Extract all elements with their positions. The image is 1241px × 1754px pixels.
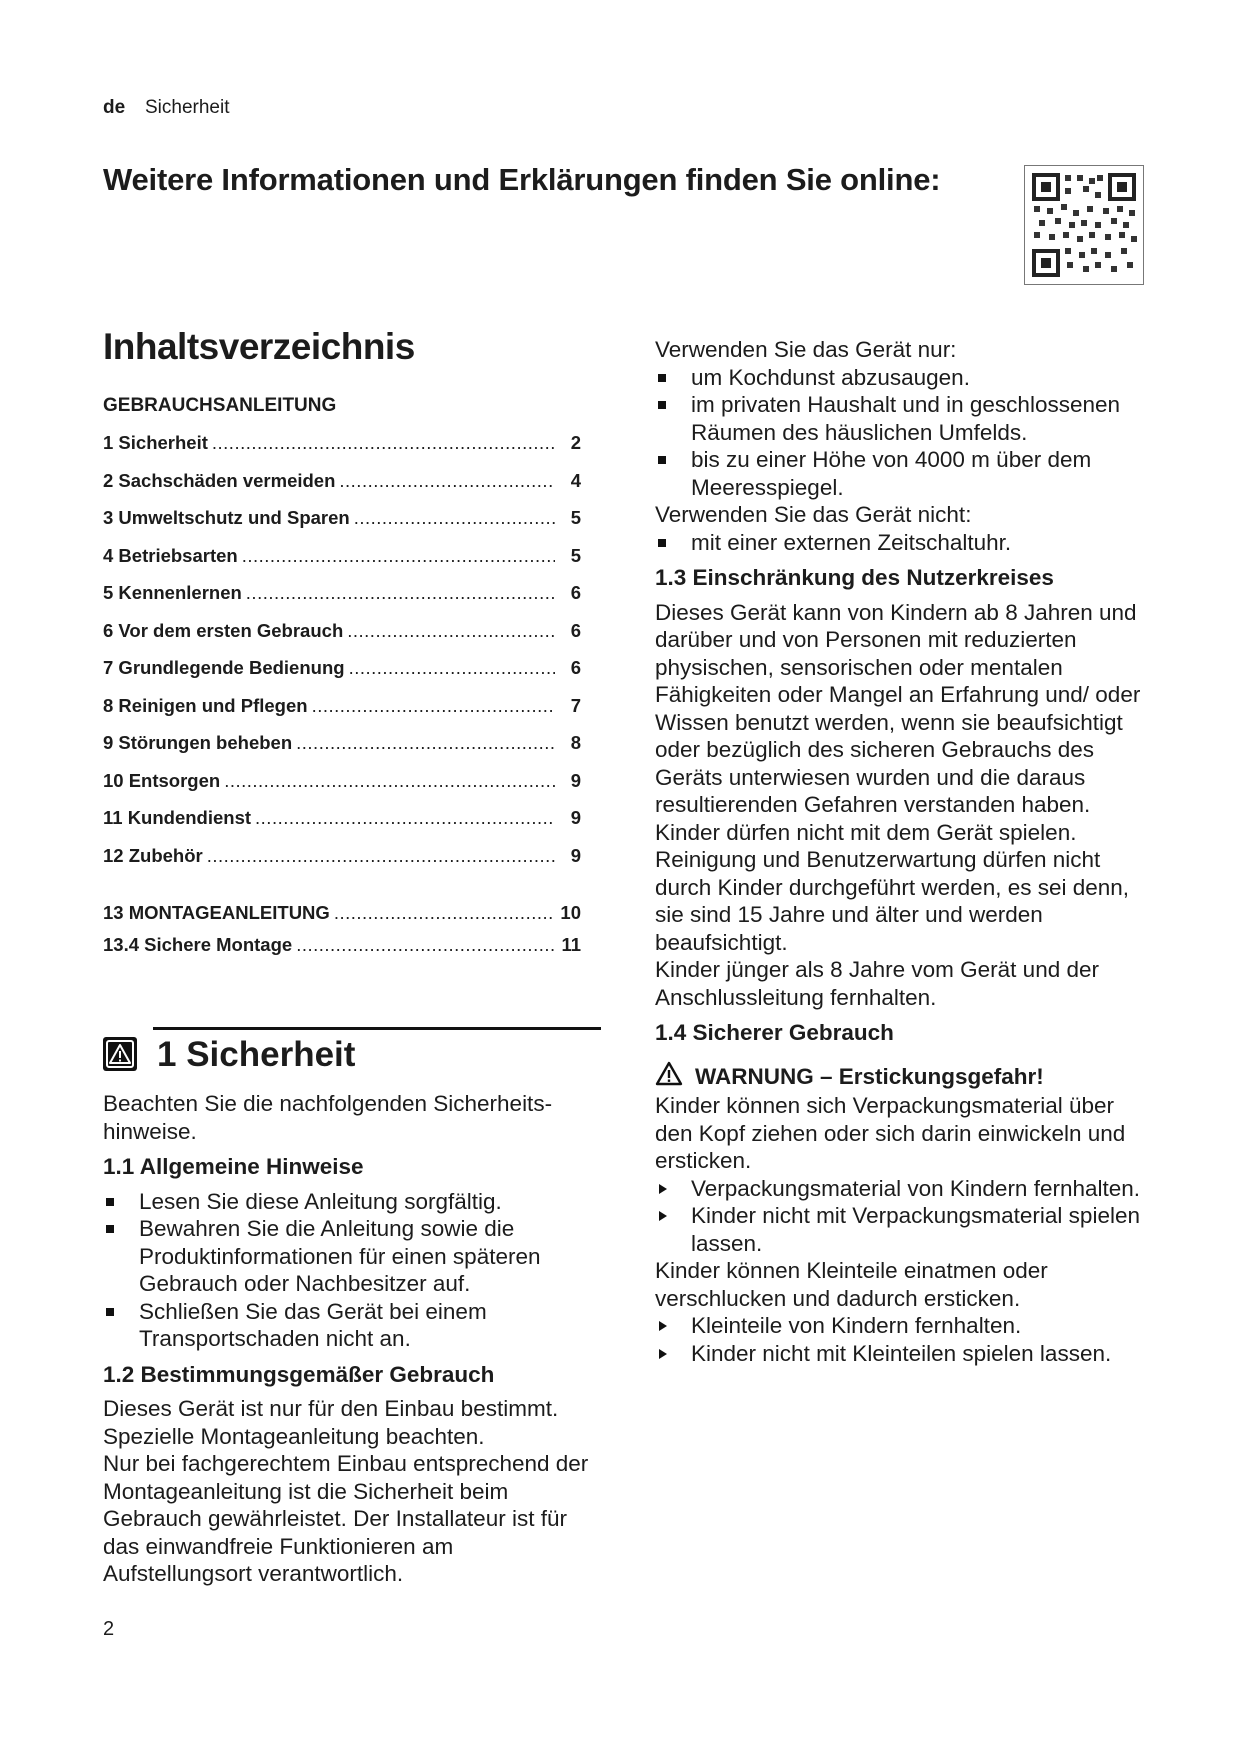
page-number: 2 <box>103 1618 115 1640</box>
online-info-title: Weitere Informationen und Erklärungen finden Sie online: <box>103 162 941 197</box>
header-section-name: Sicherheit <box>145 97 230 118</box>
warning-book-icon <box>103 1037 137 1071</box>
use-not-list <box>655 529 1155 557</box>
paragraph: Reinigung und Benutzerwartung dürfen nicht durch Kinder durchgeführt werden, es sei denn, sie sind 15 Jahre und älter und werden beaufsichtigt. <box>655 847 1130 955</box>
toc-entry[interactable] <box>103 545 581 583</box>
toc-entry-page: 7 <box>570 694 581 716</box>
toc-entry-text: 13 MONTAGEANLEITUNG <box>103 902 330 923</box>
toc-entry-page: 9 <box>570 844 581 866</box>
list-item: Bewahren Sie die Anleitung sowie die Produktinformationen für einen späteren Gebrauch oder Nachbesitzer auf. <box>103 1215 603 1298</box>
toc-entry-page: 9 <box>570 769 581 791</box>
toc-entry-page: 5 <box>570 507 581 528</box>
toc-entry-text: 5 Kennenlernen <box>103 582 242 603</box>
section-rule <box>153 1027 601 1030</box>
subsection-title-1-4: 1.4 Sicherer Gebrauch <box>655 1020 894 1045</box>
warning-heading <box>655 1061 1155 1093</box>
toc-entry[interactable] <box>103 507 581 545</box>
toc-entry-page: 8 <box>570 732 581 753</box>
list-item: Kleinteile von Kindern fernhalten. <box>655 1312 1155 1340</box>
action-list <box>655 1312 1155 1367</box>
section-intro: Beachten Sie die nachfolgenden Sicherheitshinweise. <box>103 1091 553 1144</box>
list-item: Kinder nicht mit Kleinteilen spielen lassen. <box>655 1340 1155 1368</box>
paragraph: Kinder können Kleinteile einatmen oder verschlucken und dadurch ersticken. <box>655 1258 1048 1311</box>
subsection-title-1-3: 1.3 Einschränkung des Nutzerkreises <box>655 565 1054 590</box>
list-item: Lesen Sie diese Anleitung sorgfältig. <box>103 1188 603 1216</box>
list-item: um Kochdunst abzusaugen. <box>655 364 1155 392</box>
toc-entry-page: 10 <box>560 902 581 923</box>
paragraph: Dieses Gerät ist nur für den Einbau bestimmt. Spezielle Montageanleitung beachten. <box>103 1396 559 1449</box>
toc-entry-text: 8 Reinigen und Pflegen <box>103 694 308 716</box>
list-item: Kinder nicht mit Verpackungsmaterial spielen lassen. <box>655 1202 1155 1257</box>
toc-entry-montage[interactable] <box>103 902 581 934</box>
toc-entry-text: 9 Störungen beheben <box>103 732 293 753</box>
paragraph: Verwenden Sie das Gerät nicht: <box>655 502 972 527</box>
paragraph: Dieses Gerät kann von Kindern ab 8 Jahren und darüber und von Personen mit reduzierten physischen, sensorischen oder mentalen Fähigkeiten oder Mangel an Erfahrung und/ oder Wissen benutzt werden, wenn sie beaufsichtigt oder bezüglich des sicheren Gebrauchs des Geräts unterwiesen wurden und die daraus resultierenden Gefahren verstanden haben. <box>655 599 1141 817</box>
toc-entry[interactable] <box>103 582 581 620</box>
toc-title: Inhaltsverzeichnis <box>103 326 415 367</box>
paragraph: Verwenden Sie das Gerät nur: <box>655 337 957 362</box>
left-column <box>103 1090 603 1588</box>
section-title: 1 Sicherheit <box>157 1035 356 1074</box>
toc-entry[interactable] <box>103 845 581 883</box>
action-list <box>655 1175 1155 1258</box>
toc-entry-page: 11 <box>561 934 581 955</box>
toc-entry-page: 2 <box>570 432 581 453</box>
right-column <box>655 336 1155 1367</box>
toc-entry-text: 2 Sachschäden vermeiden <box>103 469 336 491</box>
toc-entry-text: 1 Sicherheit <box>103 432 208 453</box>
warning-title: WARNUNG – Erstickungsgefahr! <box>695 1063 1044 1089</box>
general-notes-list <box>103 1188 603 1353</box>
list-item: bis zu einer Höhe von 4000 m über dem Meeresspiegel. <box>655 446 1155 501</box>
toc-entry-text: 11 Kundendienst <box>103 807 252 828</box>
toc-entry-page: 5 <box>570 544 581 566</box>
toc-entry-text: 3 Umweltschutz und Sparen <box>103 507 350 528</box>
toc-entry[interactable] <box>103 470 581 508</box>
toc-entry-montage[interactable] <box>103 934 581 966</box>
toc-category-label: GEBRAUCHSANLEITUNG <box>103 395 337 416</box>
list-item: im privaten Haushalt und in geschlossenen Räumen des häuslichen Umfelds. <box>655 391 1155 446</box>
subsection-title-1-1: 1.1 Allgemeine Hinweise <box>103 1154 364 1179</box>
toc-entry-text: 13.4 Sichere Montage <box>103 934 293 955</box>
toc-entry-page: 6 <box>570 582 581 603</box>
toc-entry[interactable] <box>103 770 581 808</box>
toc-entry-page: 6 <box>570 657 581 678</box>
toc-entry-text: 12 Zubehör <box>103 844 203 866</box>
language-code: de <box>103 97 126 118</box>
list-item: Verpackungsmaterial von Kindern fernhalten. <box>655 1175 1155 1203</box>
toc-entry[interactable] <box>103 695 581 733</box>
qr-code-icon[interactable] <box>1024 165 1144 285</box>
toc-entry[interactable] <box>103 657 581 695</box>
toc-entry-text: 7 Grundlegende Bedienung <box>103 657 345 678</box>
warning-triangle-icon <box>655 1061 683 1093</box>
toc-entry-page: 6 <box>570 619 581 641</box>
paragraph: Nur bei fachgerechtem Einbau entsprechend der Montageanleitung ist die Sicherheit beim Gebrauch gewährleistet. Der Installateur ist für das einwandfreie Funktionieren am Aufstellungsort verantwortlich. <box>103 1451 589 1586</box>
use-only-list <box>655 364 1155 502</box>
toc-list <box>103 432 581 966</box>
paragraph: Kinder dürfen nicht mit dem Gerät spielen. <box>655 819 1077 845</box>
toc-entry[interactable] <box>103 620 581 658</box>
subsection-title-1-2: 1.2 Bestimmungsgemäßer Gebrauch <box>103 1361 495 1387</box>
toc-entry-page: 9 <box>570 807 581 828</box>
toc-entry[interactable] <box>103 432 581 470</box>
list-item: mit einer externen Zeitschaltuhr. <box>655 529 1155 557</box>
toc-entry[interactable] <box>103 732 581 770</box>
paragraph: Kinder jünger als 8 Jahre vom Gerät und der Anschlussleitung fernhalten. <box>655 957 1099 1010</box>
toc-entry-text: 4 Betriebsarten <box>103 544 238 566</box>
toc-entry-text: 6 Vor dem ersten Gebrauch <box>103 619 344 641</box>
toc-entry[interactable] <box>103 807 581 845</box>
paragraph: Kinder können sich Verpackungsmaterial über den Kopf ziehen oder sich darin einwickeln und ersticken. <box>655 1093 1126 1173</box>
list-item: Schließen Sie das Gerät bei einem Transportschaden nicht an. <box>103 1298 603 1353</box>
toc-entry-text: 10 Entsorgen <box>103 769 221 791</box>
toc-entry-page: 4 <box>570 469 581 491</box>
